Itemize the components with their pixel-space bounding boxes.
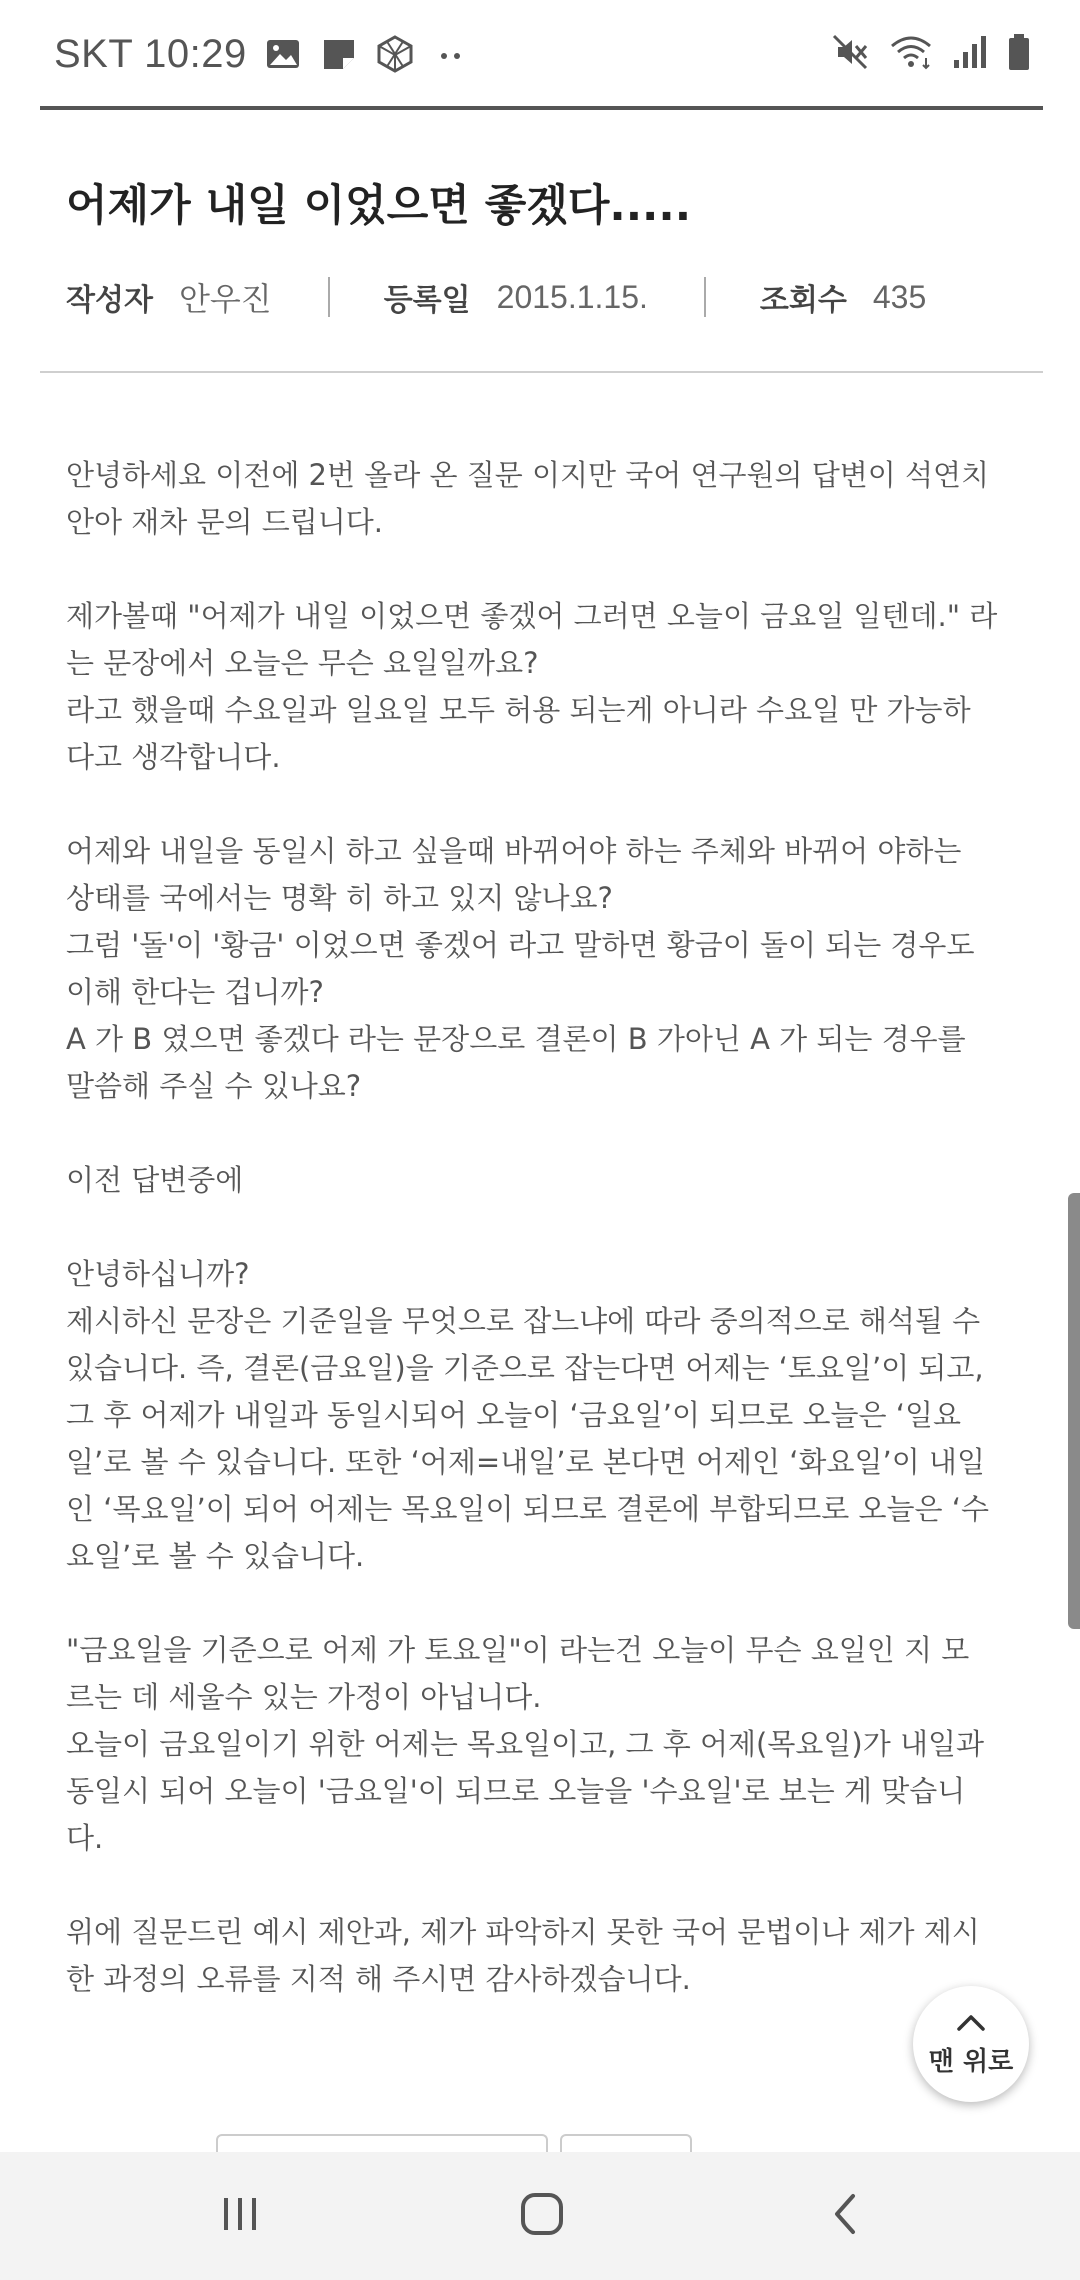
body-line: 안아 재차 문의 드립니다. [66, 505, 384, 539]
body-line: 그럼 '돌'이 '황금' 이었으면 좋겠어 라고 말하면 황금이 돌이 되는 경우도 [66, 928, 975, 962]
mute-icon [830, 32, 870, 76]
body-line: 그 후 어제가 내일과 동일시되어 오늘이 ‘금요일’이 되므로 오늘은 ‘일요 [66, 1398, 962, 1432]
body-line: 오늘이 금요일이기 위한 어제는 목요일이고, 그 후 어제(목요일)가 내일과 [66, 1727, 984, 1761]
chevron-up-icon [953, 2011, 989, 2037]
body-line: 라고 했을때 수요일과 일요일 모두 허용 되는게 아니라 수요일 만 가능하 [66, 693, 971, 727]
recent-apps-icon [218, 2192, 262, 2240]
body-line: 제가볼때 "어제가 내일 이었으면 좋겠어 그러면 오늘이 금요일 일텐데." 라 [66, 599, 998, 633]
body-line: 어제와 내일을 동일시 하고 싶을때 바뀌어야 하는 주체와 바뀌어 야하는 [66, 834, 962, 868]
home-icon [518, 2190, 566, 2242]
view-count: 435 [872, 278, 927, 315]
body-line: 이전 답변중에 [66, 1163, 244, 1197]
meta-divider [704, 277, 706, 317]
back-button[interactable] [775, 2152, 915, 2280]
body-line: "금요일을 기준으로 어제 가 토요일"이 라는건 오늘이 무슨 요일인 지 모 [66, 1633, 970, 1667]
paragraph-gap [66, 1110, 1026, 1157]
body-line: 이해 한다는 겁니까? [66, 975, 324, 1009]
body-line: A 가 B 였으면 좋겠다 라는 문장으로 결론이 B 가아닌 A 가 되는 경우를 [66, 1022, 966, 1056]
post-title: 어제가 내일 이었으면 좋겠다..... [66, 181, 692, 231]
note-icon [319, 34, 359, 74]
wifi-icon [888, 32, 934, 76]
meta-divider-line [40, 371, 1043, 373]
image-icon [263, 34, 303, 74]
body-line: 한 과정의 오류를 지적 해 주시면 감사하겠습니다. [66, 1962, 691, 1996]
back-icon [825, 2190, 865, 2242]
date-label: 등록일 [383, 283, 471, 318]
body-line: 말씀해 주실 수 있나요? [66, 1069, 362, 1103]
body-line: 있습니다. 즉, 결론(금요일)을 기준으로 잡는다면 어제는 ‘토요일’이 되고, [66, 1351, 984, 1385]
body-line: 동일시 되어 오늘이 '금요일'이 되므로 오늘을 '수요일'로 보는 게 맞습니 [66, 1774, 966, 1808]
body-line: 인 ‘목요일’이 되어 어제는 목요일이 되므로 결론에 부합되므로 오늘은 ‘수 [66, 1492, 990, 1526]
paragraph-gap [66, 781, 1026, 828]
body-line: 다고 생각합니다. [66, 740, 281, 774]
author-label: 작성자 [66, 283, 153, 318]
post-date: 2015.1.15. [496, 278, 648, 315]
body-line: 위에 질문드린 예시 제안과, 제가 파악하지 못한 국어 문법이나 제가 제시 [66, 1915, 980, 1949]
author-name: 안우진 [178, 281, 272, 317]
battery-icon [1006, 32, 1032, 76]
body-line: 안녕하십니까? [66, 1257, 250, 1291]
body-line: 는 문장에서 오늘은 무슨 요일일까요? [66, 646, 539, 680]
meta-divider [328, 277, 330, 317]
cube-icon [375, 34, 415, 74]
navigation-bar [0, 2152, 1080, 2280]
status-right [830, 32, 1032, 76]
status-left [54, 26, 471, 82]
scrollbar-thumb[interactable] [1068, 1193, 1080, 1629]
post-body [66, 452, 1026, 2003]
post-meta [66, 272, 926, 322]
paragraph-gap [66, 1580, 1026, 1627]
body-line: 요일’로 볼 수 있습니다. [66, 1539, 365, 1573]
header-divider [40, 106, 1043, 110]
signal-icon [952, 32, 988, 76]
body-line: 르는 데 세울수 있는 가정이 아닙니다. [66, 1680, 542, 1714]
body-line: 일’로 볼 수 있습니다. 또한 ‘어제=내일’로 본다면 어제인 ‘화요일’이 내일 [66, 1445, 985, 1479]
carrier-time: SKT 10:29 [54, 31, 247, 76]
go-top-button[interactable] [913, 1986, 1029, 2102]
views-label: 조회수 [759, 283, 847, 318]
more-dots-icon [431, 34, 471, 74]
body-line: 제시하신 문장은 기준일을 무엇으로 잡느냐에 따라 중의적으로 해석될 수 [66, 1304, 981, 1338]
body-line: 상태를 국에서는 명확 히 하고 있지 않나요? [66, 881, 613, 915]
status-bar [0, 0, 1080, 108]
go-top-label: 맨 위로 [928, 2046, 1014, 2077]
paragraph-gap [66, 1204, 1026, 1251]
body-line: 다. [66, 1821, 104, 1855]
body-line: 안녕하세요 이전에 2번 올라 온 질문 이지만 국어 연구원의 답변이 석연치 [66, 458, 990, 492]
paragraph-gap [66, 1862, 1026, 1909]
recent-apps-button[interactable] [170, 2152, 310, 2280]
home-button[interactable] [472, 2152, 612, 2280]
paragraph-gap [66, 546, 1026, 593]
